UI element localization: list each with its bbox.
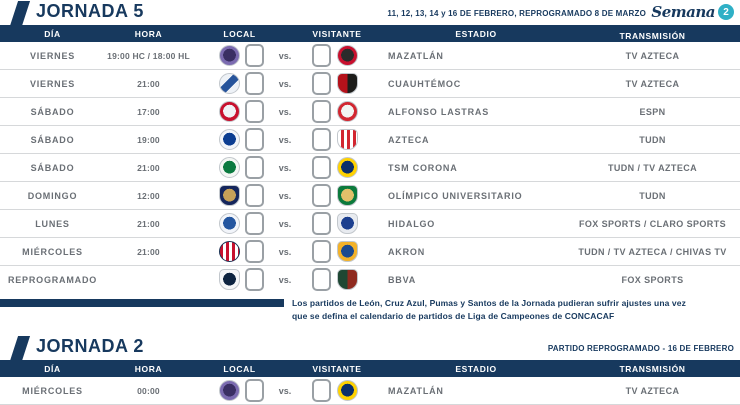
jornada5-footnote	[0, 297, 740, 323]
column-header-dia: DÍA	[44, 28, 61, 39]
match-time: 21:00	[137, 246, 160, 257]
match-row	[0, 70, 740, 98]
score-box-visitante	[312, 100, 331, 123]
match-time: 17:00	[137, 106, 160, 117]
score-box-visitante	[312, 44, 331, 67]
team-logo-necaxa	[337, 129, 358, 150]
team-logo-juarez	[337, 269, 358, 290]
column-header-dia: DÍA	[44, 363, 61, 374]
score-box-visitante	[312, 72, 331, 95]
vs-label: vs.	[278, 78, 292, 89]
team-logo-pachuca	[219, 213, 240, 234]
score-box-visitante	[312, 240, 331, 263]
match-day: LUNES	[35, 218, 70, 229]
match-cell	[192, 212, 387, 235]
column-header-visitante: VISITANTE	[312, 28, 362, 39]
team-logo-chivas	[219, 241, 240, 262]
match-cell	[192, 128, 387, 151]
team-logo-leon	[337, 185, 358, 206]
jornada5-dates-note: 11, 12, 13, 14 y 16 DE FEBRERO, REPROGRAMADO 8 DE MARZO	[387, 9, 646, 18]
score-box-local	[245, 240, 264, 263]
match-time: 12:00	[137, 190, 160, 201]
match-cell	[192, 44, 387, 67]
match-day: SÁBADO	[30, 162, 75, 173]
vs-label: vs.	[278, 385, 292, 396]
match-cell	[192, 379, 387, 402]
broadcast-channels: TUDN	[639, 190, 666, 201]
column-header-estadio: ESTADIO	[455, 363, 497, 374]
jornada-slash-icon	[10, 336, 30, 361]
match-time: 21:00	[137, 78, 160, 89]
jornada5-title: JORNADA 5	[36, 1, 144, 21]
team-logo-queretaro	[337, 213, 358, 234]
team-logo-santos	[219, 157, 240, 178]
jornada5-rows	[0, 42, 740, 293]
team-logo-atlas	[337, 73, 358, 94]
vs-label: vs.	[278, 218, 292, 229]
stadium-name: MAZATLÁN	[388, 385, 444, 396]
score-box-local	[245, 212, 264, 235]
semana-wordmark: Semana	[651, 3, 715, 21]
score-box-local	[245, 72, 264, 95]
match-cell	[192, 240, 387, 263]
score-box-local	[245, 268, 264, 291]
match-row	[0, 266, 740, 293]
column-header-visitante: VISITANTE	[312, 363, 362, 374]
match-row	[0, 42, 740, 70]
vs-label: vs.	[278, 190, 292, 201]
vs-label: vs.	[278, 134, 292, 145]
broadcast-channels: TV AZTECA	[625, 385, 680, 396]
footnote-line-1: Los partidos de León, Cruz Azul, Pumas y Santos de la Jornada pudieran sufrir ajustes una vez	[292, 298, 686, 308]
team-logo-puebla	[219, 73, 240, 94]
jornada2-rows	[0, 377, 740, 405]
vs-label: vs.	[278, 274, 292, 285]
jornada2-column-headers	[0, 360, 740, 377]
match-row	[0, 154, 740, 182]
team-logo-toluca	[337, 101, 358, 122]
match-row	[0, 238, 740, 266]
stadium-name: MAZATLÁN	[388, 50, 444, 61]
column-header-hora: HORA	[134, 363, 163, 374]
jornada2-title: JORNADA 2	[36, 336, 144, 356]
match-cell	[192, 156, 387, 179]
match-day: SÁBADO	[30, 106, 75, 117]
broadcast-channels: ESPN	[639, 106, 666, 117]
broadcast-channels: TUDN	[639, 134, 666, 145]
broadcast-channels: FOX SPORTS / CLARO SPORTS	[578, 218, 726, 229]
jornada5-column-headers	[0, 25, 740, 42]
match-cell	[192, 184, 387, 207]
footnote-text	[292, 297, 686, 323]
match-cell	[192, 72, 387, 95]
match-day: VIERNES	[29, 50, 76, 61]
footnote-line-2: que se defina el calendario de partidos de Liga de Campeones de CONCACAF	[292, 311, 615, 321]
jornada2-dates-note: PARTIDO REPROGRAMADO - 16 DE FEBRERO	[547, 344, 734, 353]
vs-label: vs.	[278, 246, 292, 257]
jornada2-title-row	[0, 335, 740, 360]
stadium-name: AZTECA	[388, 134, 430, 145]
match-time: 00:00	[137, 385, 160, 396]
team-logo-america	[337, 380, 358, 401]
stadium-name: CUAUHTÉMOC	[388, 78, 461, 89]
stadium-name: TSM CORONA	[388, 162, 458, 173]
team-logo-tijuana	[337, 45, 358, 66]
score-box-local	[245, 184, 264, 207]
stadium-name: AKRON	[388, 246, 425, 257]
semana-logo	[651, 3, 734, 21]
team-logo-cruz-azul	[219, 129, 240, 150]
match-row	[0, 126, 740, 154]
team-logo-san-luis	[219, 101, 240, 122]
vs-label: vs.	[278, 106, 292, 117]
jornada-slash-icon	[10, 1, 30, 26]
team-logo-mazatlan	[219, 45, 240, 66]
broadcast-channels: FOX SPORTS	[621, 274, 684, 285]
column-header-local: LOCAL	[223, 363, 256, 374]
column-header-transmision: TRANSMISIÓN	[619, 363, 686, 374]
score-box-local	[245, 156, 264, 179]
match-time: 19:00	[137, 134, 160, 145]
match-time: 19:00 HC / 18:00 HL	[107, 50, 190, 61]
broadcast-channels: TUDN / TV AZTECA	[607, 162, 698, 173]
score-box-visitante	[312, 379, 331, 402]
match-time: 21:00	[137, 162, 160, 173]
score-box-local	[245, 128, 264, 151]
footnote-bar	[0, 299, 284, 307]
semana-week-badge: 2	[718, 4, 734, 20]
score-box-local	[245, 379, 264, 402]
vs-label: vs.	[278, 50, 292, 61]
match-day: SÁBADO	[30, 134, 75, 145]
jornada2-section	[0, 335, 740, 405]
match-row	[0, 182, 740, 210]
match-day: MIÉRCOLES	[22, 246, 83, 257]
score-box-visitante	[312, 184, 331, 207]
match-day: REPROGRAMADO	[7, 274, 98, 285]
broadcast-channels: TUDN / TV AZTECA / CHIVAS TV	[578, 246, 727, 257]
match-row	[0, 98, 740, 126]
score-box-visitante	[312, 156, 331, 179]
team-logo-america	[337, 157, 358, 178]
column-header-transmision: TRANSMISIÓN	[619, 30, 686, 41]
column-header-local: LOCAL	[223, 28, 256, 39]
team-logo-monterrey	[219, 269, 240, 290]
stadium-name: BBVA	[388, 274, 417, 285]
vs-label: vs.	[278, 162, 292, 173]
score-box-local	[245, 44, 264, 67]
match-day: DOMINGO	[27, 190, 78, 201]
stadium-name: HIDALGO	[388, 218, 436, 229]
team-logo-mazatlan	[219, 380, 240, 401]
column-header-hora: HORA	[134, 28, 163, 39]
jornada5-title-row	[0, 0, 740, 25]
match-time: 21:00	[137, 218, 160, 229]
score-box-visitante	[312, 128, 331, 151]
score-box-visitante	[312, 212, 331, 235]
match-day: VIERNES	[29, 78, 76, 89]
broadcast-channels: TV AZTECA	[625, 78, 680, 89]
broadcast-channels: TV AZTECA	[625, 50, 680, 61]
column-header-estadio: ESTADIO	[455, 28, 497, 39]
match-cell	[192, 268, 387, 291]
stadium-name: ALFONSO LASTRAS	[388, 106, 489, 117]
team-logo-pumas	[219, 185, 240, 206]
match-row	[0, 210, 740, 238]
team-logo-tigres	[337, 241, 358, 262]
stadium-name: OLÍMPICO UNIVERSITARIO	[388, 190, 523, 201]
match-day: MIÉRCOLES	[22, 385, 83, 396]
match-row	[0, 377, 740, 405]
match-cell	[192, 100, 387, 123]
score-box-visitante	[312, 268, 331, 291]
score-box-local	[245, 100, 264, 123]
